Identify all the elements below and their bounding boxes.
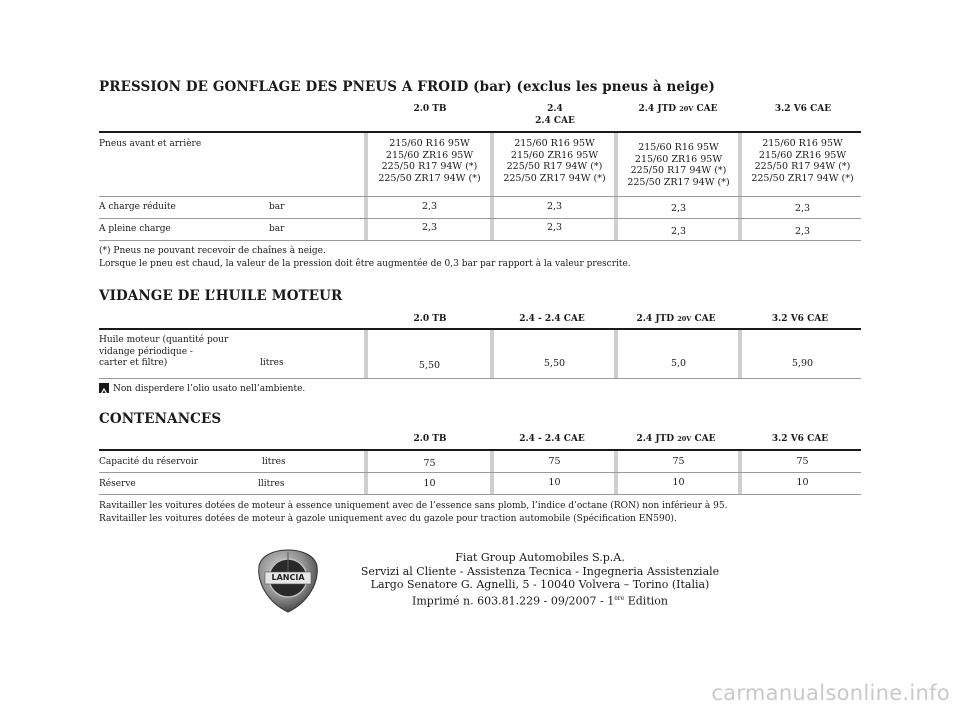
oil-col-separator [490,330,494,379]
oil-col-separator [614,330,618,379]
oil-environment-note: Non disperdere l’olio usato nell’ambiente. [113,384,306,394]
tire-row-divider [99,218,861,219]
publisher-block [310,551,770,608]
pressure-value: 2,3 [794,226,811,237]
cap-row-label: Capacité du réservoir [99,457,199,467]
oil-quantity-value: 5,0 [670,358,687,369]
capacity-value: 75 [672,456,685,467]
capacity-value: 75 [548,456,561,467]
oil-row-divider [99,378,861,379]
tire-row-divider [99,196,861,197]
oil-row-label: Huile moteur (quantité pour vidange périodique - carter et filtre) [99,335,229,368]
capacities-title: CONTENANCES [99,411,222,427]
oil-col-separator [738,330,742,379]
tire-size-cell: 215/60 R16 95W 215/60 ZR16 95W 225/50 R17 94W (*) 225/50 ZR17 94W (*) [751,138,854,184]
cap-col-header-1: 2.0 TB [413,434,447,444]
tire-col-header-2: 2.4 2.4 CAE [535,104,575,126]
pressure-value: 2,3 [421,201,438,212]
cap-row-unit: litres [262,457,286,467]
oil-change-title: VIDANGE DE L’HUILE MOTEUR [99,288,343,304]
tire-col-header-4: 3.2 V6 CAE [774,104,832,114]
tire-row-label: Pneus avant et arrière [99,139,202,149]
pressure-value: 2,3 [546,222,563,233]
tire-row-label: A pleine charge [99,224,171,234]
capacity-value: 10 [796,477,809,488]
recycle-icon [99,383,109,393]
oil-col-separator [364,330,368,379]
tire-note-chains: (*) Pneus ne pouvant recevoir de chaînes à neige. [99,246,326,256]
oil-quantity-value: 5,50 [418,360,441,371]
capacity-value: 10 [548,477,561,488]
tire-col-separator [364,133,368,241]
cap-row-unit: llitres [258,479,285,489]
lancia-logo-text: LANCIA [271,573,305,582]
tire-size-cell: 215/60 R16 95W 215/60 ZR16 95W 225/50 R17 94W (*) 225/50 ZR17 94W (*) [503,138,606,184]
tire-pressure-title: PRESSION DE GONFLAGE DES PNEUS A FROID (bar) (exclus les pneus à neige) [99,79,716,95]
oil-col-header-4: 3.2 V6 CAE [771,314,829,324]
oil-row-unit: litres [260,358,284,368]
tire-row-unit: bar [269,224,285,234]
tire-size-cell: 215/60 R16 95W 215/60 ZR16 95W 225/50 R17 94W (*) 225/50 ZR17 94W (*) [627,142,730,188]
cap-col-header-3: 2.4 JTD 20V CAE [636,434,716,444]
tire-row-label: A charge réduite [99,202,176,212]
oil-quantity-value: 5,50 [543,358,566,369]
tire-row-unit: bar [269,202,285,212]
cap-col-header-2: 2.4 - 2.4 CAE [519,434,585,444]
tire-note-hot: Lorsque le pneu est chaud, la valeur de la pression doit être augmentée de 0,3 bar par rapport à la valeur prescrite. [99,259,631,269]
cap-col-header-4: 3.2 V6 CAE [771,434,829,444]
fuel-note-diesel: Ravitailler les voitures dotées de moteur à gazole uniquement avec du gazole pour traction automobile (Spécification EN590). [99,514,677,524]
pressure-value: 2,3 [421,222,438,233]
watermark: carmanualsonline.info [711,681,950,705]
oil-col-header-3: 2.4 JTD 20V CAE [636,314,716,324]
cap-row-divider [99,494,861,495]
cap-row-divider [99,472,861,473]
capacity-value: 75 [796,456,809,467]
pressure-value: 2,3 [670,203,687,214]
tire-size-cell: 215/60 R16 95W 215/60 ZR16 95W 225/50 R17 94W (*) 225/50 ZR17 94W (*) [378,138,481,184]
cap-row-label: Réserve [99,479,136,489]
capacity-value: 10 [672,477,685,488]
oil-quantity-value: 5,90 [791,358,814,369]
tire-header-rule [99,131,861,133]
capacity-value: 75 [423,458,436,469]
pressure-value: 2,3 [794,203,811,214]
publisher-address: Largo Senatore G. Agnelli, 5 - 10040 Volvera – Torino (Italia) [370,578,710,591]
publisher-name: Fiat Group Automobiles S.p.A. [455,551,625,564]
tire-row-divider [99,240,861,241]
oil-header-rule [99,328,861,330]
publisher-department: Servizi al Cliente - Assistenza Tecnica - Ingegneria Assistenziale [360,564,720,578]
pressure-value: 2,3 [546,201,563,212]
fuel-note-petrol: Ravitailler les voitures dotées de moteur à essence uniquement avec de l’essence sans plomb, l’indice d’octane (RON) non inférieur à 95. [99,501,728,511]
cap-header-rule [99,449,861,451]
imprint-line: Imprimé n. 603.81.229 - 09/2007 - 1ère Edition [412,594,668,608]
capacity-value: 10 [423,478,436,489]
oil-col-header-1: 2.0 TB [413,314,447,324]
pressure-value: 2,3 [670,226,687,237]
tire-col-header-1: 2.0 TB [413,104,447,114]
tire-col-header-3: 2.4 JTD 20V CAE [638,104,718,114]
oil-col-header-2: 2.4 - 2.4 CAE [519,314,585,324]
